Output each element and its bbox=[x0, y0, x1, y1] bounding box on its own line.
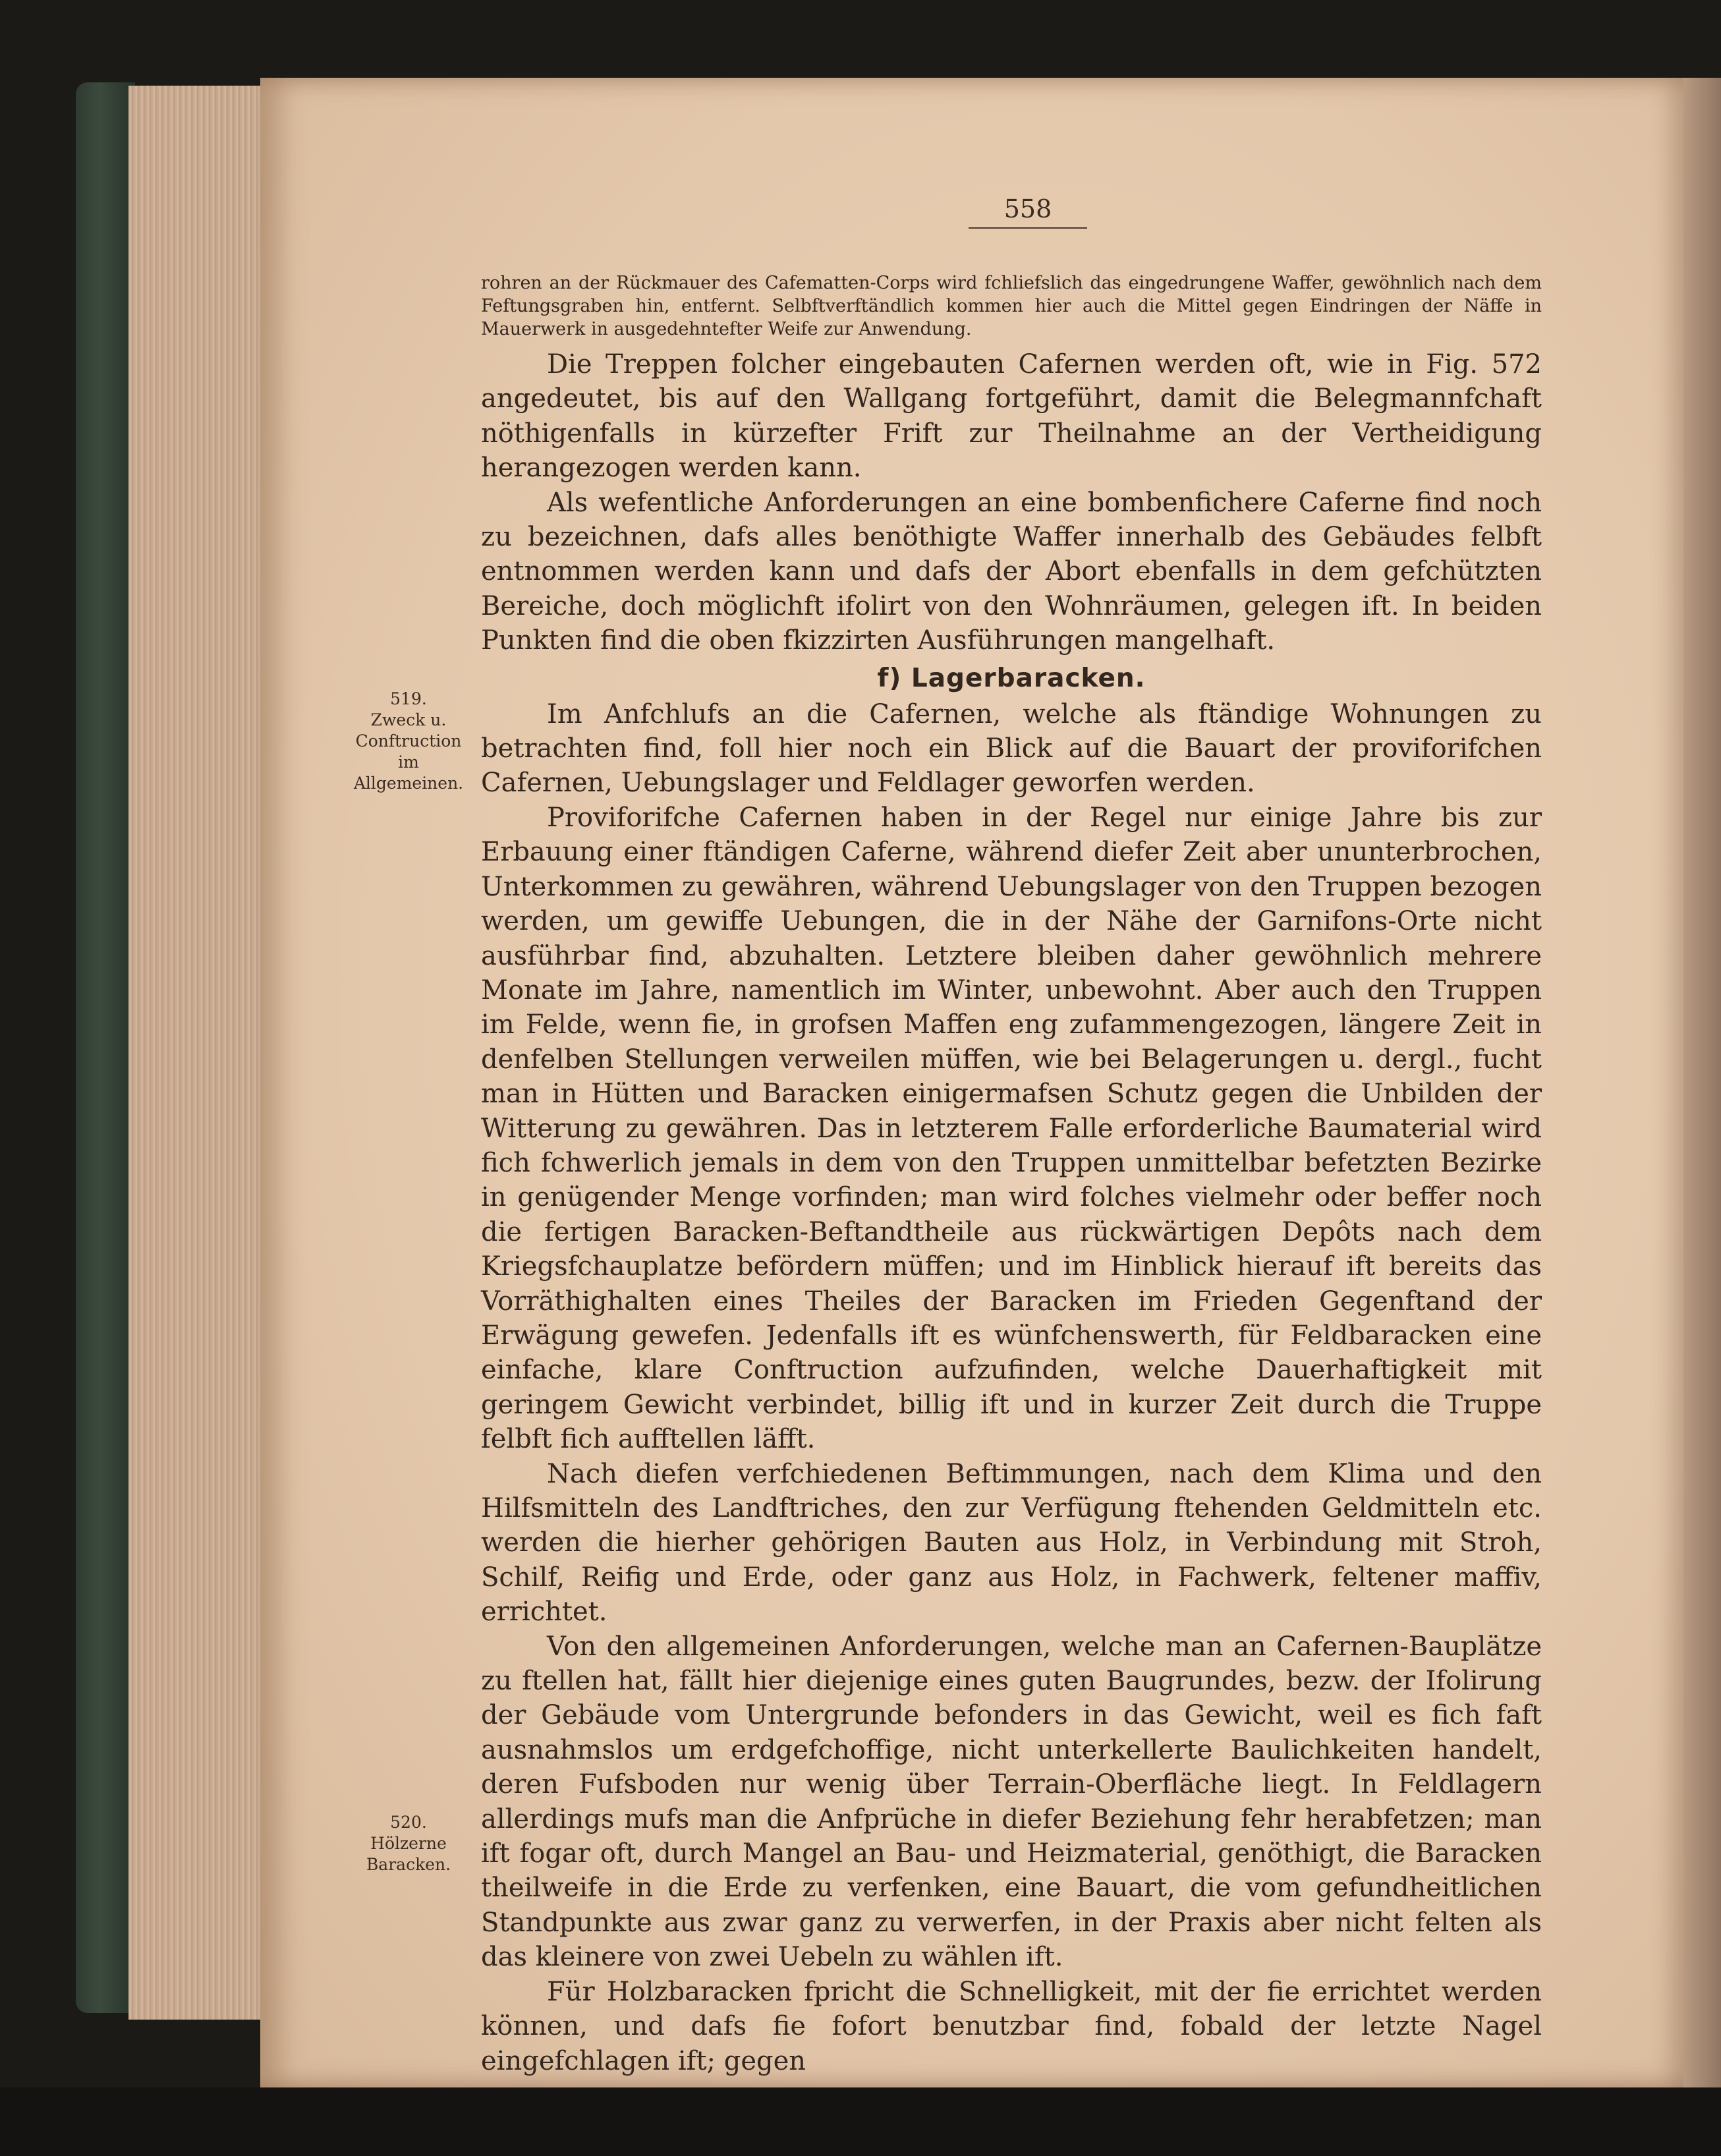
margin-note-line: Zweck u. bbox=[370, 710, 447, 729]
page-block-edges bbox=[128, 86, 270, 2020]
paragraph: Die Treppen folcher eingebauten Cafernen werden oft, wie in Fig. 572 angedeutet, bis auf den Wallgang fortgeführt, damit die Belegmannfchaft nöthigenfalls in kürzefter Frift zur Theilnahme an der Vertheidigung herangezogen werden kann. bbox=[481, 349, 1542, 484]
facing-page-edge bbox=[1683, 78, 1721, 2087]
paragraph: Im Anfchlufs an die Cafernen, welche als ftändige Wohnungen zu betrachten find, foll hier noch ein Blick auf die Bauart der proviforifchen Cafernen, Uebungslager und Feldlager geworfen werden. bbox=[481, 698, 1542, 799]
margin-note-number: 519. bbox=[390, 689, 427, 708]
margin-note-line: im bbox=[398, 752, 419, 772]
paragraph: Proviforifche Cafernen haben in der Regel nur einige Jahre bis zur Erbauung einer ftändigen Caferne, während diefer Zeit aber ununterbrochen, Unterkommen zu gewähren, während Uebungslager von den Truppen bezogen werden, um gewiffe Uebungen, die in der Nähe der Garnifons-Orte nicht ausführbar find, abzuhalten. Letztere bleiben daher gewöhnlich mehrere Monate im Jahre, namentlich im Winter, unbewohnt. Aber auch den Truppen im Felde, wenn fie, in grofsen Maffen eng zufammengezogen, längere Zeit in denfelben Stellungen verweilen müffen, wie bei Belagerungen u. dergl., fucht man in Hütten und Baracken einigermafsen Schutz gegen die Unbilden der Witterung zu gewähren. Das in letzterem Falle erforderliche Baumaterial wird fich fchwerlich jemals in dem von den Truppen unmittelbar befetzten Bezirke in genügender Menge vorfinden; man wird folches vielmehr oder beffer noch die fertigen Baracken-Beftandtheile aus rückwärtigen Depôts nach dem Kriegsfchauplatze befördern müffen; und im Hinblick hierauf ift bereits das Vorräthighalten eines Theiles der Baracken im Frieden Gegenftand der Erwägung gewefen. Jedenfalls ift es wünfchenswerth, für Feldbaracken eine einfache, klare Conftruction aufzufinden, welche Dauerhaftigkeit mit geringem Gewicht verbindet, billig ift und in kurzer Zeit durch die Truppe felbft fich aufftellen läfft. bbox=[481, 802, 1542, 1455]
main-text bbox=[481, 271, 1542, 2078]
footnote-text: rohren an der Rückmauer des Cafematten-Corps wird fchliefslich das eingedrungene Waffer, gewöhnlich nach dem Feftungsgraben hin, entfernt. Selbftverftändlich kommen hier auch die Mittel gegen Eindringen der Näffe in Mauerwerk in ausgedehntefter Weife zur Anwendung. bbox=[481, 273, 1542, 339]
paragraph: Nach diefen verfchiedenen Beftimmungen, nach dem Klima und den Hilfsmitteln des Landftriches, den zur Verfügung ftehenden Geldmitteln etc. werden die hierher gehörigen Bauten aus Holz, in Verbindung mit Stroh, Schilf, Reifig und Erde, oder ganz aus Holz, in Fachwerk, feltener maffiv, errichtet. bbox=[481, 1458, 1542, 1628]
margin-note-line: Hölzerne bbox=[370, 1834, 447, 1853]
paragraph: Für Holzbaracken fpricht die Schnelligkeit, mit der fie errichtet werden können, und dafs fie fofort benutzbar find, fobald der letzte Nagel eingefchlagen ift; gegen bbox=[481, 1976, 1542, 2076]
margin-note-519 bbox=[329, 689, 488, 794]
paragraph: Als wefentliche Anforderungen an eine bombenfichere Caferne find noch zu bezeichnen, dafs alles benöthigte Waffer innerhalb des Gebäudes felbft entnommen werden kann und dafs der Abort ebenfalls in dem gefchützten Bereiche, doch möglichft ifolirt von den Wohnräumen, gelegen ift. In beiden Punkten find die oben fkizzirten Ausführungen mangelhaft. bbox=[481, 487, 1542, 656]
book-cover-edge bbox=[76, 82, 135, 2013]
page-number: 558 bbox=[969, 194, 1087, 229]
margin-note-line: Allgemeinen. bbox=[353, 774, 464, 793]
scan-background bbox=[0, 2087, 1721, 2156]
margin-note-520 bbox=[329, 1812, 488, 1875]
margin-note-line: Baracken. bbox=[366, 1855, 451, 1874]
paragraph: Von den allgemeinen Anforderungen, welche man an Cafernen-Bauplätze zu ftellen hat, fällt hier diejenige eines guten Baugrundes, bezw. der Ifolirung der Gebäude vom Untergrunde befonders in das Gewicht, weil es fich faft ausnahmslos um erdgefchoffige, nicht unterkellerte Baulichkeiten handelt, deren Fufsboden nur wenig über Terrain-Oberfläche liegt. In Feldlagern allerdings mufs man die Anfprüche in diefer Beziehung fehr herabfetzen; man ift fogar oft, durch Mangel an Bau- und Heizmaterial, genöthigt, die Baracken theilweife in die Erde zu verfenken, eine Bauart, die vom gefundheitlichen Standpunkte aus zwar ganz zu verwerfen, in der Praxis aber nicht felten als das kleinere von zwei Uebeln zu wählen ift. bbox=[481, 1631, 1542, 1973]
section-heading: f) Lagerbaracken. bbox=[877, 663, 1146, 693]
margin-note-line: Conftruction bbox=[355, 731, 462, 751]
margin-note-number: 520. bbox=[390, 1813, 427, 1832]
